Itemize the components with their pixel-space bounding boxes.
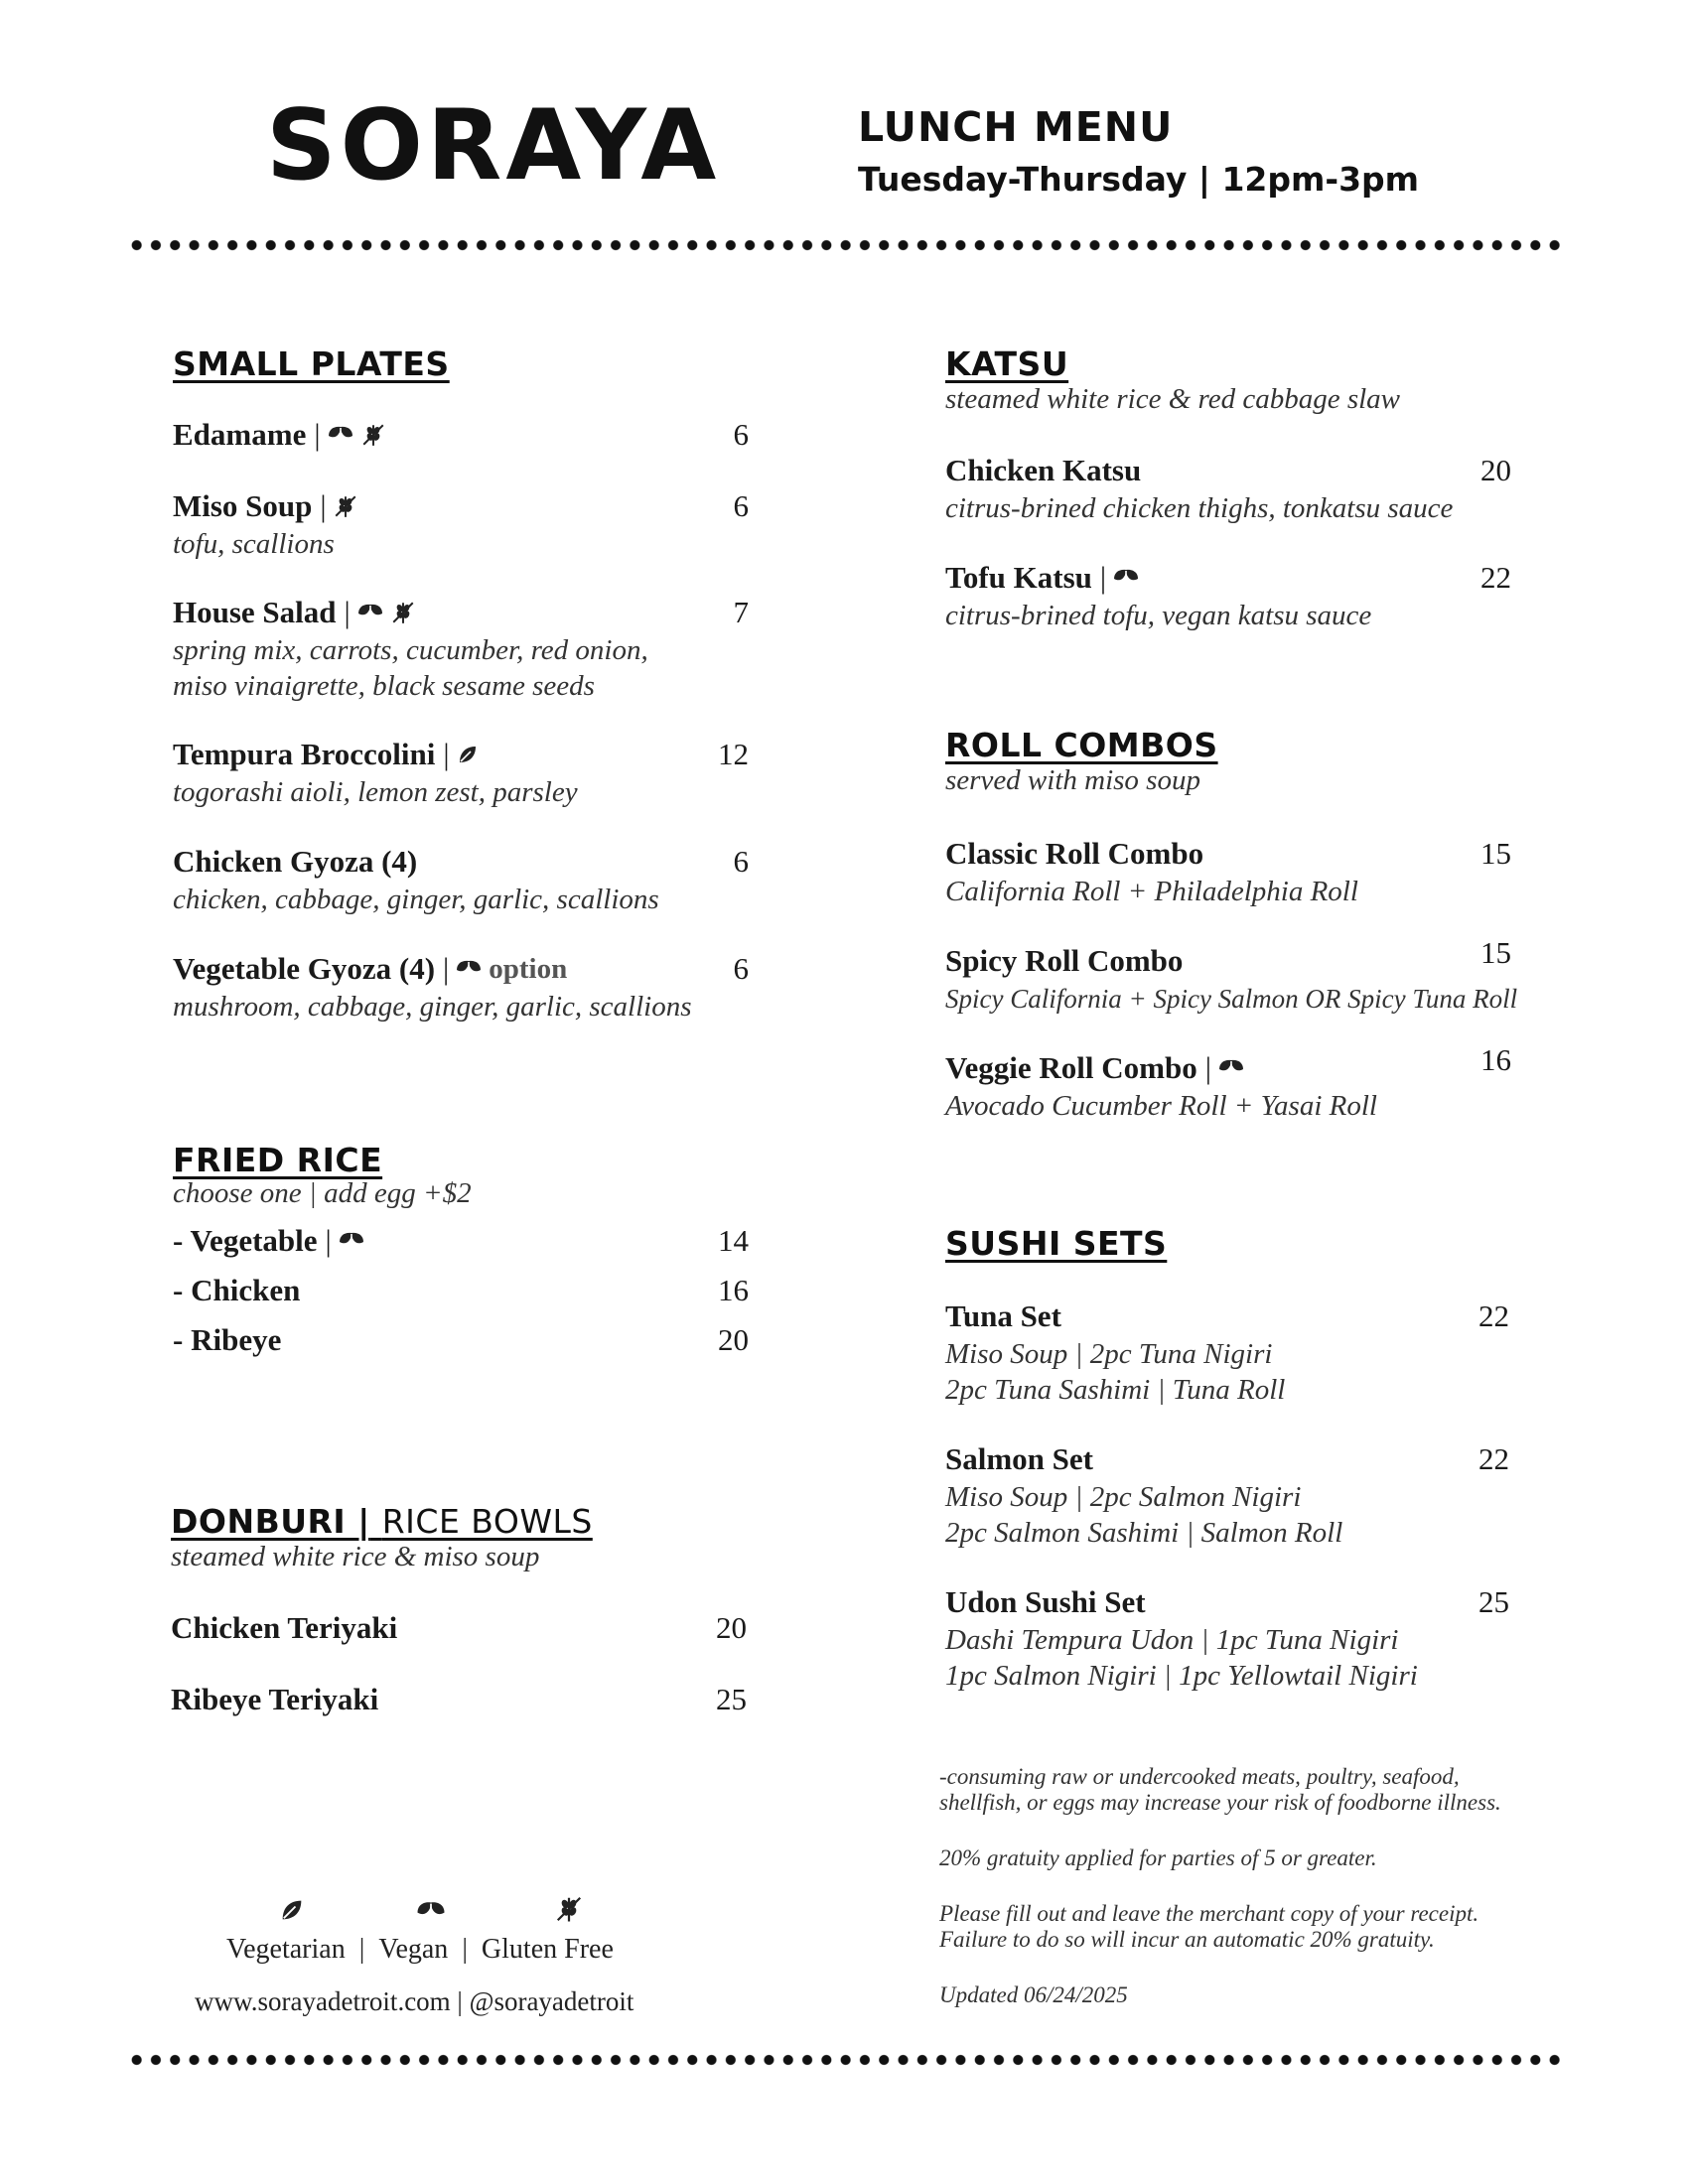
receipt-note-line-2: Failure to do so will incur an automatic 20% gratuity. [939,1927,1435,1952]
item-description-line-2: 2pc Tuna Sashimi | Tuna Roll [945,1374,1286,1406]
item-price: 22 [1480,560,1511,595]
item-name: Tuna Set [945,1298,1061,1333]
item-description: citrus-brined tofu, vegan katsu sauce [945,600,1372,631]
item-description: Miso Soup | 2pc Salmon Nigiri [945,1481,1302,1513]
item-price: 15 [1480,836,1511,871]
vegan-icon [327,423,354,447]
menu-item-salmon-set [945,1439,1509,1551]
item-price: 25 [1478,1584,1509,1619]
item-name: Chicken Gyoza (4) [173,844,418,879]
menu-item-classic-roll-combo [945,834,1511,909]
menu-item-vegetable-gyoza: Vegetable Gyoza (4) | option 6 mushroom, cabbage, ginger, garlic, scallions [173,951,749,1023]
section-title-small-plates: SMALL PLATES [173,344,450,383]
menu-item-chicken-gyoza [173,842,749,917]
item-price: 12 [718,737,749,771]
item-price: 22 [1478,1298,1509,1333]
item-price: 20 [718,1322,749,1357]
menu-item-fried-rice-vegetable: - Vegetable | 14 [173,1221,749,1261]
item-description-line-2: 2pc Salmon Sashimi | Salmon Roll [945,1517,1343,1549]
item-description: California Roll + Philadelphia Roll [945,876,1358,907]
section-title-roll-combos: ROLL COMBOS [945,726,1218,764]
website-and-social: www.sorayadetroit.com | @sorayadetroit [195,1986,634,2016]
item-price: 16 [1480,1042,1511,1077]
item-description: togorashi aioli, lemon zest, parsley [173,776,578,808]
item-name: Classic Roll Combo [945,836,1204,871]
item-name: Tofu Katsu [945,560,1092,595]
item-price: 22 [1478,1441,1509,1476]
legend-separator: | [358,1934,365,1965]
raw-food-warning-line-1: -consuming raw or undercooked meats, poultry, seafood, [939,1764,1460,1789]
item-description: tofu, scallions [173,528,335,560]
item-description: Dashi Tempura Udon | 1pc Tuna Nigiri [945,1624,1399,1656]
section-title-katsu: KATSU [945,344,1069,383]
legend-gluten-free: Gluten Free [481,1934,614,1965]
bottom-dotted-divider [127,2053,1563,2067]
menu-item-fried-rice-ribeye [173,1320,749,1360]
item-name: Chicken Teriyaki [171,1610,398,1645]
item-description-line-2: miso vinaigrette, black sesame seeds [173,670,595,702]
menu-item-tofu-katsu: Tofu Katsu | 22 citrus-brined tofu, vegan katsu sauce [945,560,1511,631]
item-name: Tempura Broccolini [173,737,436,771]
item-price: 16 [718,1273,749,1307]
menu-item-fried-rice-chicken [173,1271,749,1310]
item-name: Udon Sushi Set [945,1584,1146,1619]
menu-item-tuna-set [945,1297,1509,1408]
menu-hours: Tuesday-Thursday | 12pm-3pm [858,160,1420,199]
gluten-free-icon [333,493,358,519]
item-price: 20 [1480,453,1511,487]
menu-title: LUNCH MENU [858,103,1174,151]
raw-food-warning-line-2: shellfish, or eggs may increase your risk of foodborne illness. [939,1790,1501,1815]
item-name: - Vegetable [173,1223,318,1258]
vegan-icon [1112,566,1140,590]
menu-item-house-salad: House Salad | 7 spring mix, carrots, cucumber, red onion, miso vinaigrette, black sesame seeds [173,595,749,702]
item-name: Salmon Set [945,1441,1093,1476]
item-name: Spicy Roll Combo [945,943,1184,978]
section-title-donburi [171,1502,593,1541]
vegan-icon [356,601,384,624]
restaurant-brand: SORAYA [266,89,721,203]
legend-separator: | [462,1934,468,1965]
top-dotted-divider [127,238,1563,252]
legend-vegan: Vegan [378,1934,449,1965]
section-title-fried-rice: FRIED RICE [173,1141,383,1179]
item-price: 7 [733,595,749,629]
gratuity-note: 20% gratuity applied for parties of 5 or greater. [939,1845,1377,1870]
gluten-free-legend-icon [554,1894,584,1924]
item-name: Miso Soup [173,488,313,523]
item-description: citrus-brined chicken thighs, tonkatsu sauce [945,492,1454,524]
menu-item-veggie-roll-combo: Veggie Roll Combo | 16 Avocado Cucumber Roll + Yasai Roll [945,1042,1511,1122]
item-price: 25 [716,1682,747,1716]
menu-item-miso-soup: Miso Soup | 6 tofu, scallions [173,488,749,560]
item-description: chicken, cabbage, ginger, garlic, scallions [173,884,659,915]
menu-item-udon-sushi-set [945,1582,1509,1694]
item-description: spring mix, carrots, cucumber, red onion, [173,634,648,666]
vegan-icon [455,957,483,981]
vegan-option-label: option [489,953,568,985]
vegetarian-icon [456,743,480,766]
menu-item-chicken-katsu [945,451,1511,526]
item-price: 20 [716,1610,747,1645]
item-price: 6 [733,417,749,452]
section-subtitle-donburi: steamed white rice & miso soup [171,1541,540,1572]
item-price: 6 [733,951,749,986]
menu-item-edamame: Edamame | 6 [173,415,749,455]
donburi-title-bold: DONBURI | [171,1502,370,1541]
section-subtitle-roll-combos: served with miso soup [945,764,1200,796]
item-name: House Salad [173,595,337,629]
vegetarian-legend-icon [278,1896,306,1924]
item-price: 14 [718,1223,749,1258]
item-price: 6 [733,488,749,523]
item-price: 6 [733,844,749,879]
section-subtitle-fried-rice: choose one | add egg +$2 [173,1177,472,1209]
item-name: - Ribeye [173,1322,282,1357]
item-description: Avocado Cucumber Roll + Yasai Roll [945,1090,1377,1122]
item-description-line-2: 1pc Salmon Nigiri | 1pc Yellowtail Nigiri [945,1660,1418,1692]
gluten-free-icon [360,422,386,448]
menu-item-spicy-roll-combo [945,935,1518,1017]
updated-date: Updated 06/24/2025 [939,1982,1128,2007]
menu-item-tempura-broccolini: Tempura Broccolini | 12 togorashi aioli, lemon zest, parsley [173,737,749,808]
item-name: Vegetable Gyoza (4) [173,951,436,986]
vegan-legend-icon [415,1898,447,1925]
section-subtitle-katsu: steamed white rice & red cabbage slaw [945,383,1401,415]
item-description: mushroom, cabbage, ginger, garlic, scallions [173,991,692,1023]
receipt-note-line-1: Please fill out and leave the merchant copy of your receipt. [939,1901,1479,1926]
item-name: Veggie Roll Combo [945,1050,1197,1085]
item-name: Edamame [173,417,307,452]
item-description: Miso Soup | 2pc Tuna Nigiri [945,1338,1273,1370]
dietary-legend [226,1930,643,1970]
menu-item-ribeye-teriyaki [171,1680,747,1719]
item-name: - Chicken [173,1273,301,1307]
item-price: 15 [1480,935,1511,970]
donburi-title-thin: RICE BOWLS [381,1502,593,1541]
section-title-sushi-sets: SUSHI SETS [945,1224,1168,1263]
item-name: Chicken Katsu [945,453,1142,487]
item-description: Spicy California + Spicy Salmon OR Spicy Tuna Roll [945,984,1518,1014]
menu-item-chicken-teriyaki [171,1608,747,1648]
legend-vegetarian: Vegetarian [226,1934,346,1965]
gluten-free-icon [390,600,416,625]
item-name: Ribeye Teriyaki [171,1682,379,1716]
vegan-icon [1217,1056,1245,1080]
vegan-icon [338,1229,365,1253]
